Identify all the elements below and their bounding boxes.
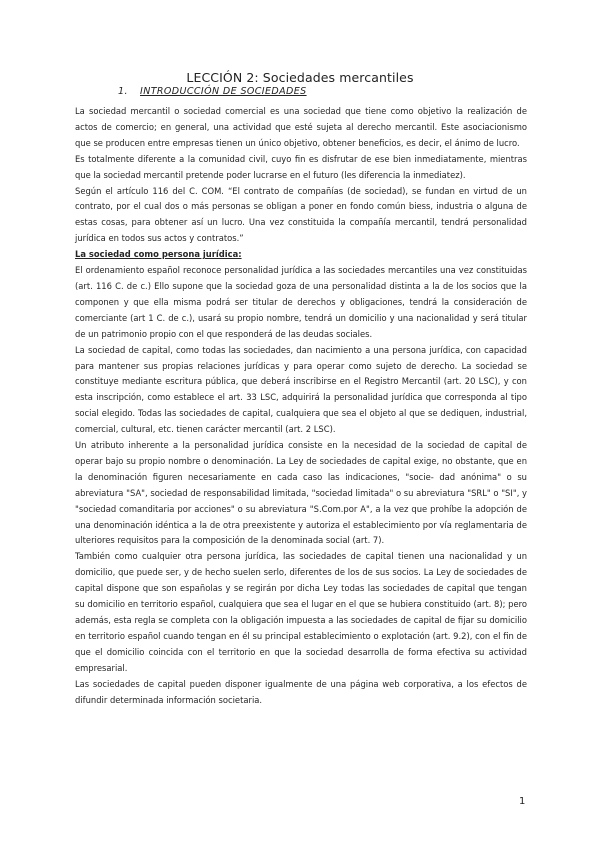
paragraph: Un atributo inherente a la personalidad jurídica consiste en la necesidad de la sociedad de capital de operar bajo su propio nombre o denominación. La Ley de sociedades de capital exige, no obstante, que en la denominación figuren necesariamente en cada caso las indicaciones, "socie- dad anónima" o su abreviatura "SA", sociedad de responsabilidad limitada, "sociedad limitada" o su abreviatura "SRL" o "SI", y "sociedad comanditaria por acciones" o su abreviatura "S.Com.por A", a la vez que prohíbe la adopción de una denominación idéntica a la de otra preexistente y autoriza el establecimiento por vía reglamentaria de ulteriores requisitos para la composición de la denominada social (art. 7). <box>75 440 527 546</box>
document-body <box>75 104 527 708</box>
subheading-paragraph <box>75 247 527 263</box>
paragraph: También como cualquier otra persona jurídica, las sociedades de capital tienen una nacionalidad y un domicilio, que puede ser, y de hecho suelen serlo, diferentes de los de sus socios. La Ley de sociedades de capital dispone que son españolas y se regirán por dicha Ley todas las sociedades de capital que tengan su domicilio en territorio español, cualquiera que sea el lugar en el que se hubiera constituido (art. 8); pero además, esta regla se completa con la obligación impuesta a las sociedades de capital de fijar su domicilio en territorio español cuando tengan en él su principal establecimiento o explotación (art. 9.2), con el fin de que el domicilio coincida con el territorio en que la sociedad desarrolla de forma efectiva su actividad empresarial. <box>75 551 527 673</box>
section-heading <box>118 86 307 97</box>
paragraph: Las sociedades de capital pueden disponer igualmente de una página web corporativa, a los efectos de difundir determinada información societaria. <box>75 678 527 705</box>
paragraph: Es totalmente diferente a la comunidad civil, cuyo fin es disfrutar de ese bien inmediatamente, mientras que la sociedad mercantil pretende poder lucrarse en el futuro (les diferencia la inmediatez). <box>75 153 527 180</box>
paragraph: La sociedad mercantil o sociedad comercial es una sociedad que tiene como objetivo la realización de actos de comercio; en general, una actividad que esté sujeta al derecho mercantil. Este asociacionismo que se producen entre empresas tienen un único objetivo, obtener beneficios, es decir, el ánimo de lucro. <box>75 106 527 148</box>
section-title: INTRODUCCIÓN DE SOCIEDADES <box>140 86 307 97</box>
subheading: La sociedad como persona jurídica: <box>75 249 242 260</box>
paragraph: El ordenamiento español reconoce personalidad jurídica a las sociedades mercantiles una vez constituidas (art. 116 C. de c.) Ello supone que la sociedad goza de una personalidad distinta a la de los socios que la componen y que ella misma podrá ser titular de derechos y obligaciones, tendrá la consideración de comerciante (art 1 C. de c.), usará su propio nombre, tendrá un domicilio y una nacionalidad y será titular de un patrimonio propio con el que responderá de las deudas sociales. <box>75 265 527 339</box>
paragraph: Según el artículo 116 del C. COM. “El contrato de compañías (de sociedad), se fundan en virtud de un contrato, por el cual dos o más personas se obligan a poner en fondo común biess, industria o alguna de estas cosas, para obtener así un lucro. Una vez constituida la compañía mercantil, tendrá personalidad jurídica en todos sus actos y contratos.” <box>75 185 527 244</box>
section-number: 1. <box>118 86 128 97</box>
lesson-title: LECCIÓN 2: Sociedades mercantiles <box>186 70 414 85</box>
page-number: 1 <box>519 796 526 807</box>
paragraph: La sociedad de capital, como todas las sociedades, dan nacimiento a una persona jurídica, con capacidad para mantener sus propias relaciones jurídicas y para operar como sujeto de derecho. La sociedad se constituye mediante escritura pública, que deberá inscribirse en el Registro Mercantil (art. 20 LSC), y con esta inscripción, como establece el art. 33 LSC, adquirirá la personalidad jurídica que corresponda al tipo social elegido. Todas las sociedades de capital, cualquiera que sea el objeto al que se dediquen, industrial, comercial, cultural, etc. tienen carácter mercantil (art. 2 LSC). <box>75 344 527 435</box>
